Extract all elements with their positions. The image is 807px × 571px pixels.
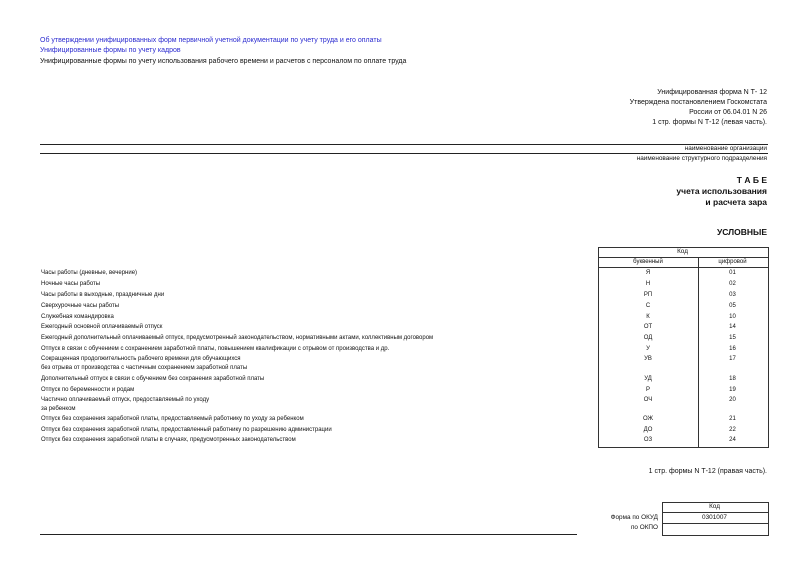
row-label: Часы работы в выходные, праздничные дни [41, 292, 165, 298]
row-digit-code: 21 [729, 416, 736, 422]
form-approved: Утверждена постановлением Госкомстата [629, 99, 767, 106]
row-label: Отпуск без сохранения заработной платы, предоставляемый работнику по уходу за ребенком [41, 416, 304, 422]
row-label: Сверхурочные часы работы [41, 303, 120, 309]
row-digit-code: 14 [729, 324, 736, 330]
dept-line [40, 153, 768, 154]
row-letter-code: УД [644, 376, 652, 382]
form-decree: России от 06.04.01 N 26 [689, 109, 767, 116]
row-digit-code: 02 [729, 281, 736, 287]
row-label: Отпуск в связи с обучением с сохранением заработной платы, повышением квалификации с отрывом от производства и др. [41, 346, 390, 352]
row-letter-code: УВ [644, 356, 652, 362]
link-unified-forms-decree[interactable]: Об утверждении унифицированных форм первичной учетной документации по учету труда и его оплаты [40, 37, 382, 44]
row-digit-code: 05 [729, 303, 736, 309]
org-caption: наименование организации [684, 145, 767, 152]
link-personnel-forms[interactable]: Унифицированные формы по учету кадров [40, 47, 181, 54]
row-label-continued: без отрыва от производства с частичным сохранением заработной платы [41, 365, 248, 371]
code-subheader-divider [598, 267, 768, 268]
col-letter-header: буквенный [633, 259, 663, 265]
row-digit-code: 10 [729, 314, 736, 320]
okud-label: Форма по ОКУД [610, 514, 658, 521]
row-letter-code: РП [643, 292, 653, 298]
row-label: Отпуск без сохранения заработной платы в случаях, предусмотренных законодательством [41, 437, 296, 443]
bottom-org-line [40, 534, 577, 535]
row-label: Сокращенная продолжительность рабочего времени для обучающихся [41, 356, 241, 362]
dept-caption: наименование структурного подразделения [636, 155, 767, 162]
okud-value: 0301007 [702, 514, 727, 521]
row-letter-code: ОЧ [643, 397, 653, 403]
form-number: Унифицированная форма N Т- 12 [657, 89, 767, 96]
bottom-code-divider1 [662, 512, 768, 513]
bottom-code-header: Код [709, 503, 720, 510]
conditions-heading: УСЛОВНЫЕ [716, 227, 767, 237]
row-letter-code: У [646, 346, 650, 352]
okpo-label: по ОКПО [630, 524, 658, 531]
form-page-left: 1 стр. формы N Т-12 (левая часть). [652, 119, 767, 126]
col-digit-header: цифровой [718, 259, 747, 265]
row-label: Служебная командировка [41, 314, 114, 320]
row-letter-code: К [646, 314, 650, 320]
row-letter-code: ОЖ [642, 416, 654, 422]
row-letter-code: ДО [643, 427, 653, 433]
row-label: Ежегодный дополнительный оплачиваемый отпуск, предусмотренный законодательством, нормативными актами, коллективным договором [41, 335, 434, 341]
row-digit-code: 16 [729, 346, 736, 352]
row-letter-code: С [645, 303, 651, 309]
row-digit-code: 01 [729, 270, 736, 276]
row-digit-code: 19 [729, 387, 736, 393]
title-line1: Т А Б Е [736, 175, 767, 185]
row-letter-code: ОЗ [643, 437, 653, 443]
form-page-right: 1 стр. формы N Т-12 (правая часть). [648, 468, 767, 475]
bottom-code-divider2 [662, 523, 768, 524]
row-label: Дополнительный отпуск в связи с обучением без сохранения заработной платы [41, 376, 265, 382]
row-letter-code: ОТ [643, 324, 653, 330]
row-digit-code: 17 [729, 356, 736, 362]
code-header-divider [598, 257, 768, 258]
row-letter-code: Я [645, 270, 651, 276]
row-letter-code: ОД [643, 335, 653, 341]
row-digit-code: 24 [729, 437, 736, 443]
row-label: Отпуск без сохранения заработной платы, предоставленный работнику по разрешению администрации [41, 427, 332, 433]
org-line [40, 144, 768, 145]
row-label: Ежегодный основной оплачиваемый отпуск [41, 324, 163, 330]
row-digit-code: 20 [729, 397, 736, 403]
row-digit-code: 15 [729, 335, 736, 341]
title-line2: учета использования [676, 186, 767, 196]
row-label: Часы работы (дневные, вечерние) [41, 270, 138, 276]
current-section-text: Унифицированные формы по учету использования рабочего времени и расчетов с персоналом по оплате труда [40, 58, 407, 65]
row-label: Частично оплачиваемый отпуск, предоставляемый по уходу [41, 397, 210, 403]
row-label: Ночные часы работы [41, 281, 101, 287]
code-table-header: Код [677, 248, 688, 255]
row-letter-code: Н [645, 281, 651, 287]
row-digit-code: 03 [729, 292, 736, 298]
row-digit-code: 22 [729, 427, 736, 433]
row-label: Отпуск по беременности и родам [41, 387, 135, 393]
row-letter-code: Р [645, 387, 650, 393]
title-line3: и расчета зара [705, 197, 767, 207]
row-digit-code: 18 [729, 376, 736, 382]
row-label-continued: за ребенком [41, 406, 76, 412]
